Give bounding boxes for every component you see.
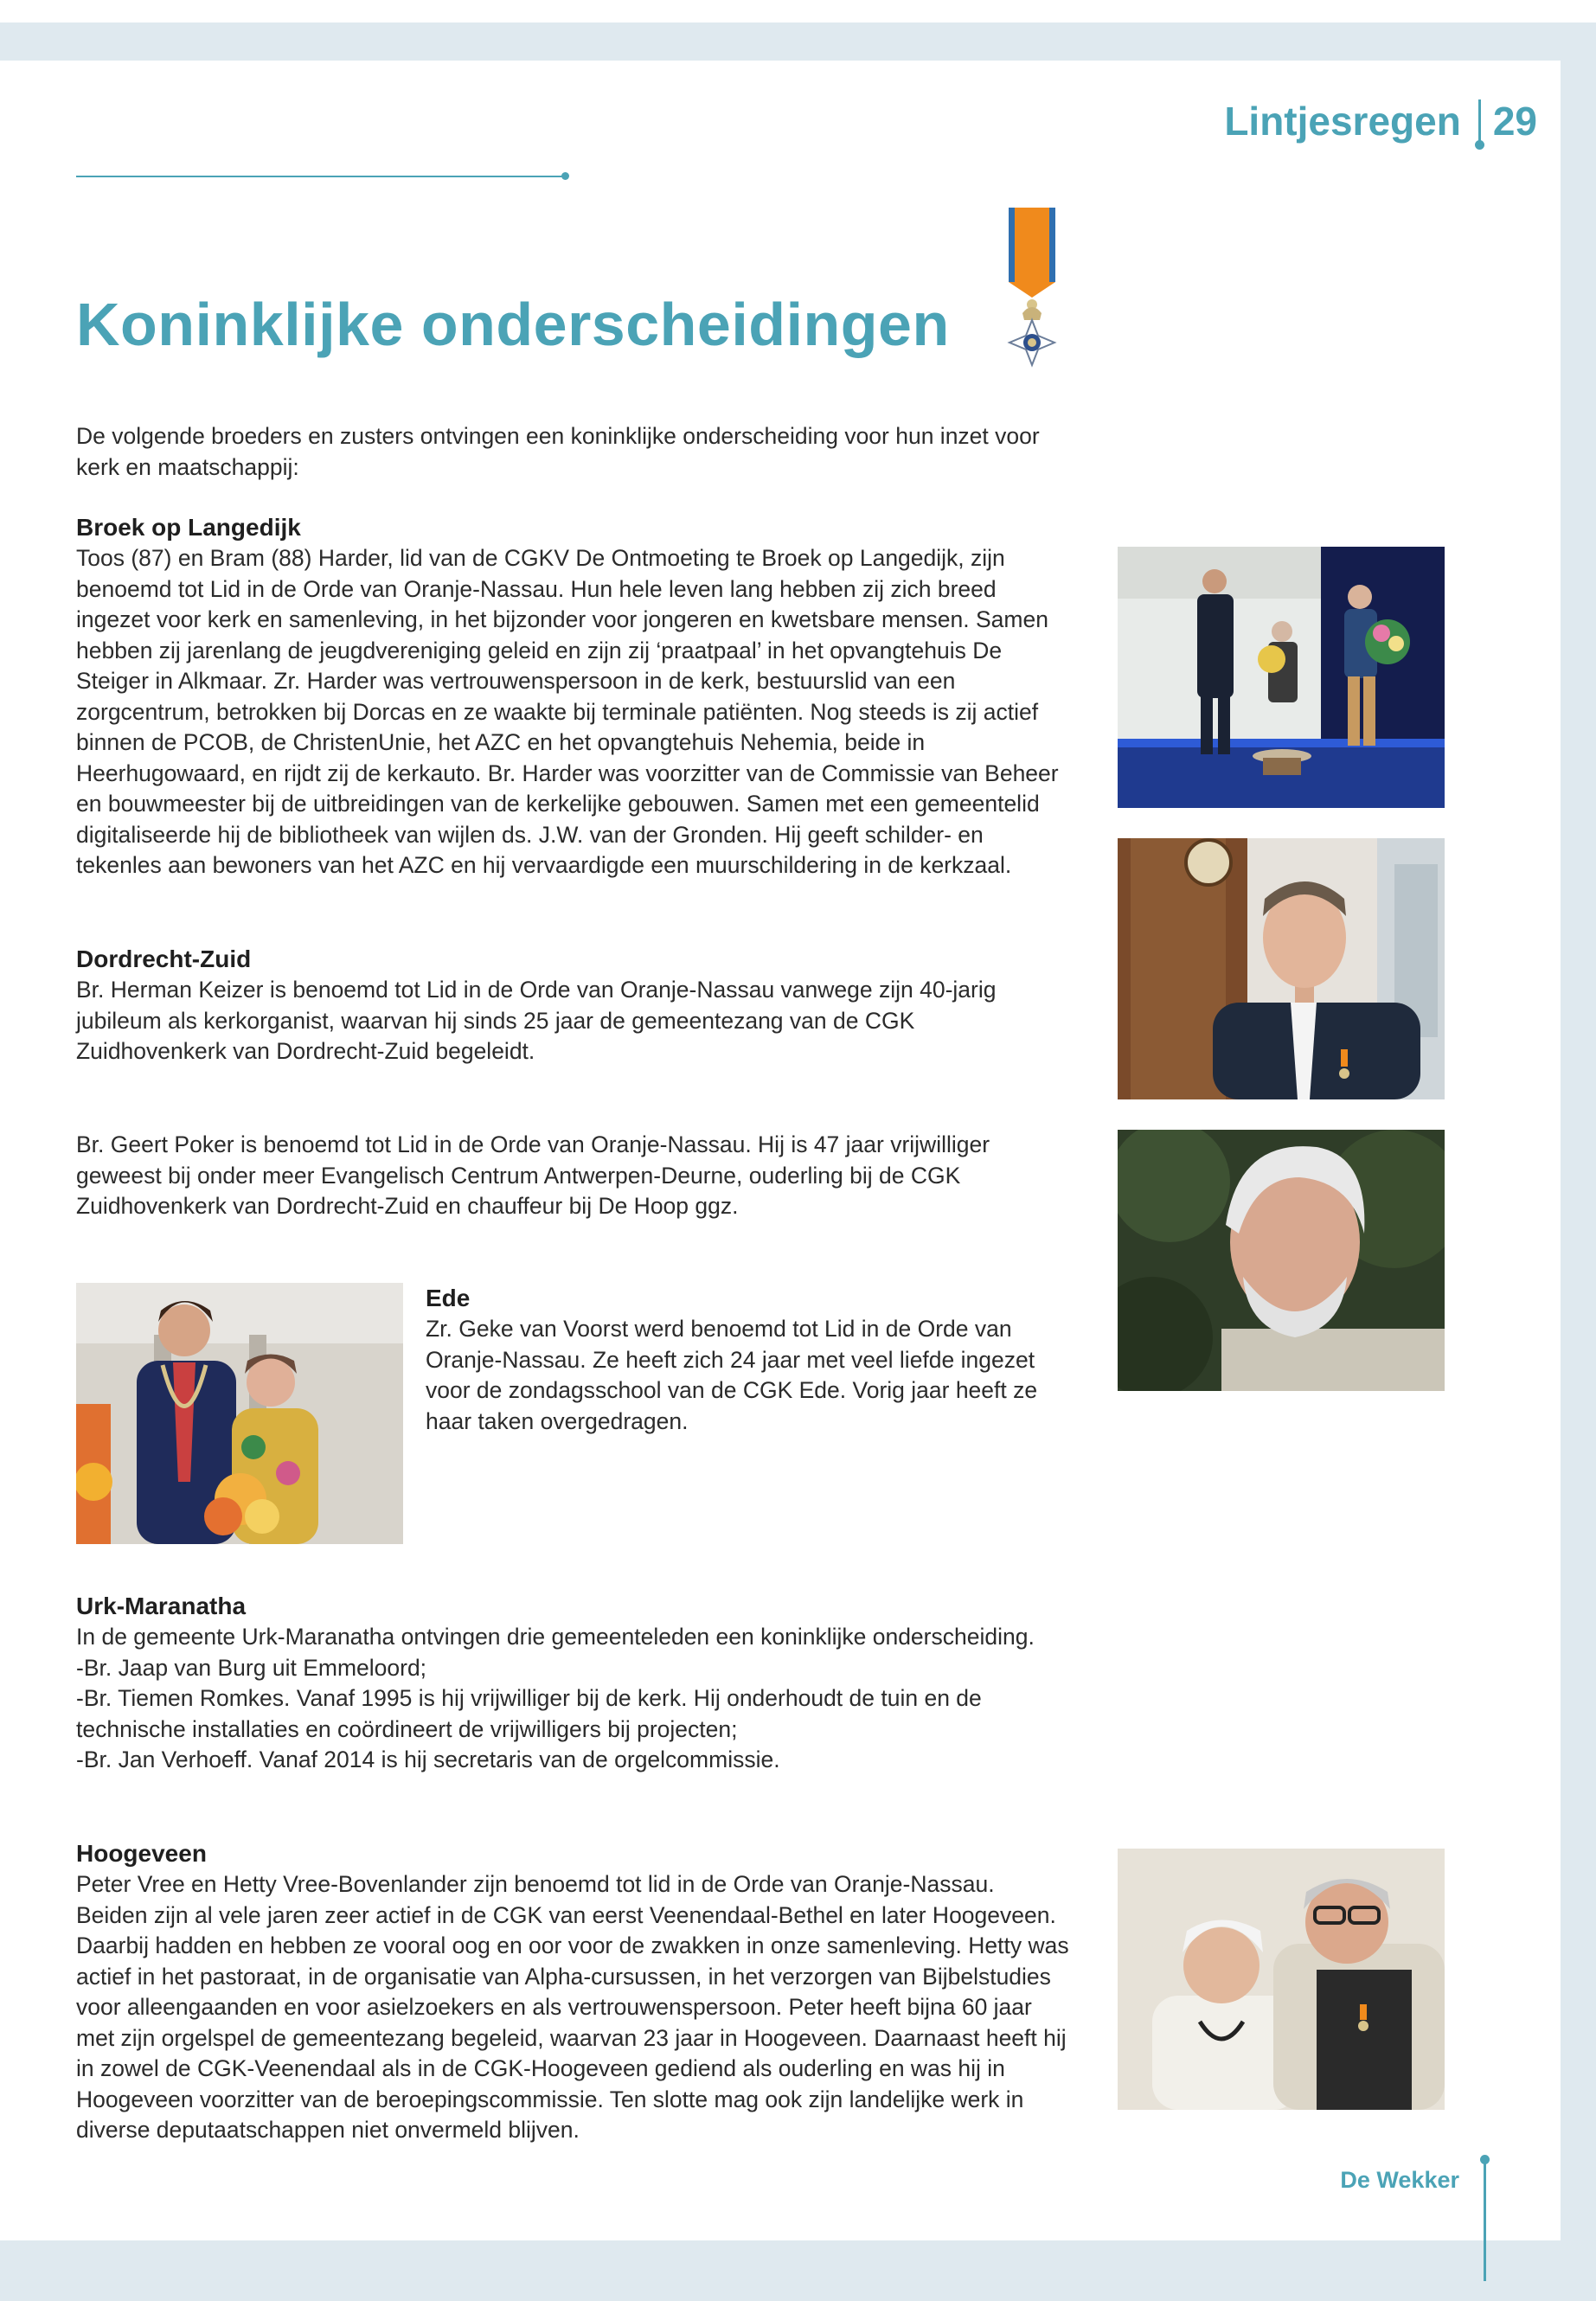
body-urk-item-3: -Br. Jan Verhoeff. Vanaf 2014 is hij secretaris van de orgelcommissie. <box>76 1747 780 1772</box>
heading-broek: Broek op Langedijk <box>76 514 301 541</box>
heading-dordrecht: Dordrecht-Zuid <box>76 945 252 972</box>
section-hoogeveen <box>76 1838 1071 2146</box>
body-urk-item-1: -Br. Jaap van Burg uit Emmeloord; <box>76 1654 427 1681</box>
photo-geert-poker <box>1118 1130 1445 1391</box>
page-header <box>1224 95 1537 147</box>
body-dordrecht-poker: Br. Geert Poker is benoemd tot Lid in de Orde van Oranje-Nassau. Hij is 47 jaar vrijwilliger geweest bij onder meer Evangelisch Centrum Antwerpen-Deurne, ouderling bij de CGK Zuidhovenkerk van Dordrecht-Zuid en chauffeur bij De Hoop ggz. <box>76 1131 990 1219</box>
page-title: Koninklijke onderscheidingen <box>76 291 950 358</box>
header-separator <box>1478 99 1481 143</box>
section-dordrecht-poker <box>76 1130 1071 1222</box>
photo-geke-van-voorst <box>76 1283 403 1544</box>
section-title: Lintjesregen <box>1224 99 1461 144</box>
photo-herman-keizer <box>1118 838 1445 1099</box>
heading-hoogeveen: Hoogeveen <box>76 1840 207 1867</box>
body-urk-intro: In de gemeente Urk-Maranatha ontvingen drie gemeenteleden een koninklijke onderscheiding. <box>76 1624 1035 1650</box>
intro-text <box>76 421 1062 483</box>
photo-vree-couple <box>1118 1849 1445 2110</box>
photo-broek-ceremony <box>1118 547 1445 808</box>
intro-paragraph: De volgende broeders en zusters ontvingen een koninklijke onderscheiding voor hun inzet voor kerk en maatschappij: <box>76 423 1040 480</box>
footer-rule <box>1484 2160 1486 2281</box>
section-ede <box>426 1283 1070 1437</box>
header-rule <box>76 176 565 177</box>
heading-urk: Urk-Maranatha <box>76 1593 247 1619</box>
magazine-name: De Wekker <box>1340 2167 1459 2193</box>
page-number: 29 <box>1492 99 1537 144</box>
body-dordrecht-keizer: Br. Herman Keizer is benoemd tot Lid in de Orde van Oranje-Nassau vanwege zijn 40-jarig jubileum als kerkorganist, waarvan hij sinds 25 jaar de gemeentezang van de CGK Zuidhovenkerk van Dordrecht-Zuid begeleidt. <box>76 977 997 1064</box>
top-strip <box>0 0 1596 22</box>
body-urk-item-2: -Br. Tiemen Romkes. Vanaf 1995 is hij vrijwilliger bij de kerk. Hij onderhoudt de tuin en de technische installaties en coördineert de vrijwilligers bij projecten; <box>76 1685 982 1742</box>
body-broek: Toos (87) en Bram (88) Harder, lid van de CGKV De Ontmoeting te Broek op Langedijk, zijn benoemd tot Lid in de Orde van Oranje-Nassau. Hun hele leven lang hebben zij zich breed ingezet voor kerk en samenleving, in het bijzonder voor jongeren en kwetsbare mensen. Samen hebben zij jarenlang de jeugdvereniging geleid en zijn zij ‘praatpaal’ in het opvangtehuis De Steiger in Alkmaar. Zr. Harder was vertrouwenspersoon in de kerk, bestuurslid van een zorgcentrum, betrokken bij Dorcas en ze waakte bij terminale patiënten. Nog steeds is zij actief binnen de PCOB, de ChristenUnie, het AZC en het opvangtehuis Nehemia, beide in Heerhugowaard, en rijdt zij de kerkauto. Br. Harder was voorzitter van de Commissie van Beheer en bouwmeester bij de uitbreidingen van de kerkelijke gebouwen. Samen met een gemeentelid digitaliseerde hij de bibliotheek van wijlen ds. J.W. van der Gronden. Hij geeft schilder- en tekenles aan bewoners van het AZC en hij vervaardigde een muurschildering in de kerkzaal. <box>76 545 1059 878</box>
body-ede: Zr. Geke van Voorst werd benoemd tot Lid in de Orde van Oranje-Nassau. Ze heeft zich 24 jaar met veel liefde ingezet voor de zondagsschool van de CGK Ede. Vorig jaar heeft ze haar taken overgedragen. <box>426 1316 1038 1434</box>
section-dordrecht <box>76 944 1071 1067</box>
heading-ede: Ede <box>426 1285 471 1311</box>
body-hoogeveen: Peter Vree en Hetty Vree-Bovenlander zijn benoemd tot lid in de Orde van Oranje-Nassau. Beiden zijn al vele jaren zeer actief in de CGK van eerst Veenendaal-Bethel en later Hoogeveen. Daarbij hadden en hebben ze vooral oog en oor voor de zwakken in onze samenleving. Hetty was actief in het pastoraat, in de organisatie van Alpha-cursussen, in het verzorgen van Bijbelstudies voor alleengaanden en voor asielzoekers en als vertrouwenspersoon. Peter heeft bijna 60 jaar met zijn orgelspel de gemeentezang begeleid, waarvan 23 jaar in Hoogeveen. Daarnaast heeft hij in zowel de CGK-Veenendaal als in de CGK-Hoogeveen gediend als ouderling en was hij in Hoogeveen voorzitter van de beroepingscommissie. Ten slotte mag ook zijn landelijke werk in diverse deputaatschappen niet onvermeld blijven. <box>76 1871 1069 2143</box>
section-broek <box>76 512 1071 881</box>
medal-icon <box>1005 208 1059 368</box>
section-urk <box>76 1591 1071 1776</box>
